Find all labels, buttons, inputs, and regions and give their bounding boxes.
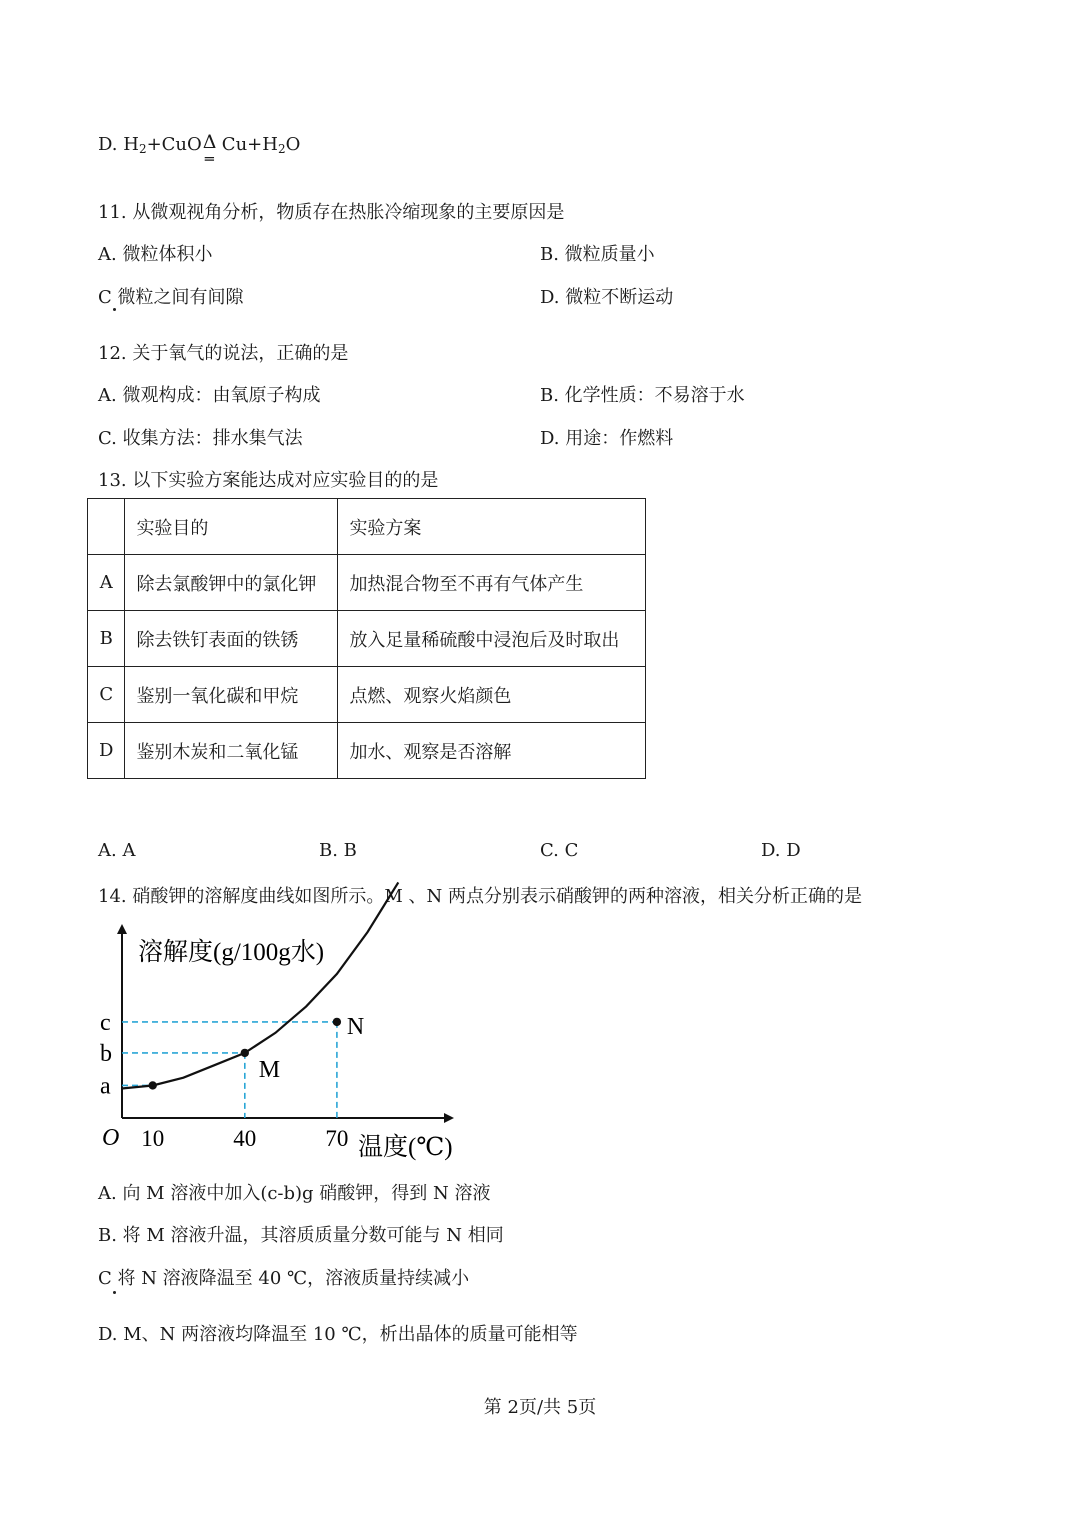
x-tick-label: 10 (141, 1126, 165, 1151)
x-axis-label: 温度(℃) (358, 1134, 453, 1161)
q11-option-a: A. 微粒体积小 (98, 244, 213, 265)
origin-label: O (102, 1125, 120, 1151)
q14-option-a: A. 向 M 溶液中加入(c-b)g 硝酸钾，得到 N 溶液 (98, 1183, 491, 1204)
point-label-N: N (346, 1013, 365, 1040)
y-tick-label: b (100, 1040, 112, 1067)
table-cell: 加热混合物至不再有气体产生 (338, 555, 646, 611)
y-axis-label: 溶解度(g/100g水) (138, 939, 325, 966)
q14-stem: 14. 硝酸钾的溶解度曲线如图所示。M 、N 两点分别表示硝酸钾的两种溶液，相关分析正确的是 (98, 886, 862, 907)
table-cell: 鉴别一氧化碳和甲烷 (125, 667, 338, 723)
chart-points (100, 1010, 364, 1151)
q12-option-d: D. 用途：作燃料 (540, 428, 674, 449)
q13-option-b: B. B (319, 840, 357, 861)
reaction-condition-heat: Δ (202, 131, 217, 153)
data-point (333, 1018, 341, 1026)
q11-option-b: B. 微粒质量小 (540, 244, 655, 265)
table-cell: 除去铁钉表面的铁锈 (125, 611, 338, 667)
y-tick-label: c (100, 1009, 111, 1036)
y-tick-label: a (100, 1073, 111, 1100)
page-footer: 第 2页/共 5页 (483, 1397, 597, 1418)
table-cell: B (88, 611, 125, 667)
q10-option-d: D. $H_2+CuO$ Δ ═ $Cu+H_2O$ (98, 131, 301, 168)
chart-guides (122, 1022, 337, 1118)
data-point (149, 1081, 157, 1089)
table-cell: 点燃、观察火焰颜色 (338, 667, 646, 723)
point-label-M: M (258, 1056, 281, 1083)
q12-stem: 12. 关于氧气的说法，正确的是 (98, 343, 349, 364)
q11-stem: 11. 从微观视角分析，物质存在热胀冷缩现象的主要原因是 (98, 202, 565, 223)
table-cell: 除去氯酸钾中的氯化钾 (125, 555, 338, 611)
data-point (241, 1049, 249, 1057)
table-header-plan: 实验方案 (338, 499, 646, 555)
q12-option-b: B. 化学性质：不易溶于水 (540, 385, 745, 406)
q11-option-d: D. 微粒不断运动 (540, 287, 674, 308)
q13-option-d: D. D (761, 840, 801, 861)
q14-option-c: C 将 N 溶液降温至 40 ℃，溶液质量持续减小 (98, 1268, 470, 1289)
q14-option-b: B. 将 M 溶液升温，其溶质质量分数可能与 N 相同 (98, 1225, 504, 1246)
table-cell: 加水、观察是否溶解 (338, 723, 646, 779)
table-cell: 放入足量稀硫酸中浸泡后及时取出 (338, 611, 646, 667)
table-cell: A (88, 555, 125, 611)
table-cell: C (88, 667, 125, 723)
table-cell: 鉴别木炭和二氧化锰 (125, 723, 338, 779)
q14-option-d: D. M、N 两溶液均降温至 10 ℃，析出晶体的质量可能相等 (98, 1324, 578, 1345)
table-cell: D (88, 723, 125, 779)
q13-option-a: A. A (98, 840, 136, 861)
stray-dot (113, 1291, 116, 1294)
table-header-goal: 实验目的 (125, 499, 338, 555)
q13-stem: 13. 以下实验方案能达成对应实验目的的是 (98, 470, 439, 491)
q13-option-c: C. C (540, 840, 579, 861)
x-tick-label: 70 (325, 1126, 349, 1151)
q11-option-c: C 微粒之间有间隙 (98, 287, 244, 308)
x-tick-label: 40 (233, 1126, 257, 1151)
q12-option-c: C. 收集方法：排水集气法 (98, 428, 303, 449)
q12-option-a: A. 微观构成：由氧原子构成 (98, 385, 321, 406)
